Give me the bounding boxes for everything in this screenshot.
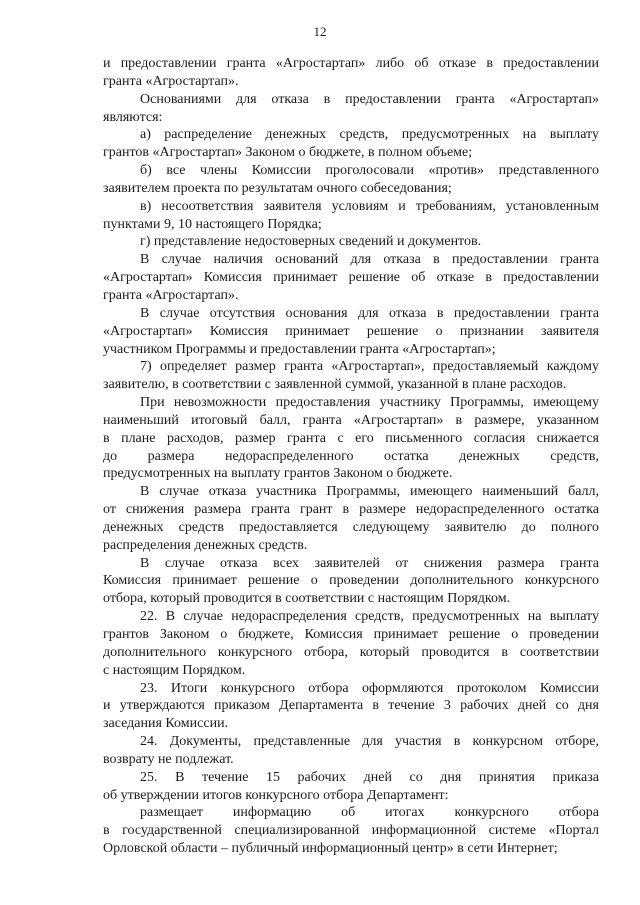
text-line: являются:	[103, 109, 163, 125]
text-line: «Агростартап» Комиссия принимает решение о признании заявителя	[103, 323, 599, 339]
text-line: заседания Комиссии.	[103, 716, 229, 732]
text-line: г) представление недостоверных сведений и документов.	[140, 234, 482, 250]
text-line: грантов Законом о бюджете, Комиссия принимает решение о проведении	[103, 627, 599, 642]
text-line: Основаниями для отказа в предоставлении гранта «Агростартап»	[140, 91, 599, 107]
text-line: В случае отказа участника Программы, имеющего наименьший балл,	[140, 484, 599, 500]
paragraph	[103, 358, 599, 394]
text-line: 22. В случае недораспределения средств, предусмотренных на выплату	[140, 609, 599, 625]
text-line: предусмотренных на выплату грантов Законом о бюджете.	[103, 466, 453, 482]
paragraph	[103, 251, 599, 305]
text-line: В случае наличия оснований для отказа в предоставлении гранта	[140, 252, 599, 268]
text-line: Комиссия принимает решение о проведении дополнительного конкурсного	[103, 573, 599, 589]
text-line: грантов «Агростартап» Законом о бюджете, в полном объеме;	[103, 145, 473, 161]
text-line: наименьший итоговый балл, гранта «Агростартап» в размере, указанном	[103, 412, 599, 428]
paragraph	[103, 394, 599, 483]
text-line: денежных средств предоставляется следующему заявителю до полного	[103, 519, 599, 535]
text-line: отбора, который проводится в соответствии с настоящим Порядком.	[103, 591, 511, 607]
paragraph	[103, 91, 599, 127]
text-line: гранта «Агростартап».	[103, 287, 239, 303]
text-line: 24. Документы, представленные для участия в конкурсном отборе,	[140, 734, 599, 750]
text-line: пунктами 9, 10 настоящего Порядка;	[103, 216, 322, 232]
text-line: 7) определяет размер гранта «Агростартап», предоставляемый каждому	[140, 359, 599, 375]
paragraph	[103, 733, 599, 769]
document-body	[103, 55, 599, 858]
text-line: размещает информацию об итогах конкурсного отбора	[140, 805, 599, 821]
page-number: 12	[313, 24, 327, 39]
text-line: дополнительного конкурсного отбора, который проводится в соответствии	[103, 644, 599, 660]
text-line: При невозможности предоставления участнику Программы, имеющему	[140, 395, 599, 411]
text-line: в плане расходов, размер гранта с его письменного согласия снижается	[103, 430, 599, 446]
text-line: до размера недораспределенного остатка денежных средств,	[103, 448, 599, 464]
paragraph	[103, 483, 599, 554]
text-line: Орловской области – публичный информационный центр» в сети Интернет;	[103, 841, 558, 857]
paragraph	[103, 804, 599, 858]
text-line: «Агростартап» Комиссия принимает решение об отказе в предоставлении	[103, 270, 599, 286]
text-line: с настоящим Порядком.	[103, 662, 246, 678]
paragraph	[103, 233, 599, 251]
text-line: б) все члены Комиссии проголосовали «против» представленного	[140, 163, 599, 179]
text-line: распределения денежных средств.	[103, 537, 308, 553]
text-line: гранта «Агростартап».	[103, 73, 239, 89]
text-line: в государственной специализированной информационной системе «Портал	[103, 823, 599, 839]
text-line: возврату не подлежат.	[103, 751, 234, 767]
text-line: и предоставлении гранта «Агростартап» либо об отказе в предоставлении	[103, 56, 599, 71]
paragraph	[103, 126, 599, 162]
text-line: В случае отсутствия основания для отказа в предоставлении гранта	[140, 305, 599, 321]
text-line: в) несоответствия заявителя условиям и требованиям, установленным	[140, 198, 599, 214]
paragraph	[103, 608, 599, 679]
text-line: В случае отказа всех заявителей от снижения размера гранта	[140, 555, 599, 571]
text-line: а) распределение денежных средств, предусмотренных на выплату	[140, 127, 599, 143]
paragraph	[103, 769, 599, 805]
text-line: участником Программы и предоставлении гранта «Агростартап»;	[103, 341, 496, 357]
text-line: и утверждаются приказом Департамента в течение 3 рабочих дней со дня	[103, 698, 599, 714]
text-line: заявителю, в соответствии с заявленной суммой, указанной в плане расходов.	[103, 377, 567, 393]
text-line: заявителем проекта по результатам очного собеседования;	[103, 180, 452, 196]
paragraph	[103, 680, 599, 734]
text-line: 25. В течение 15 рабочих дней со дня принятия приказа	[140, 769, 599, 785]
text-line: об утверждении итогов конкурсного отбора Департамент:	[103, 787, 449, 803]
text-line: от снижения размера гранта грант в размере недораспределенного остатка	[103, 502, 599, 518]
paragraph	[103, 305, 599, 359]
paragraph	[103, 198, 599, 234]
paragraph	[103, 555, 599, 609]
paragraph	[103, 55, 599, 91]
paragraph	[103, 162, 599, 198]
text-line: 23. Итоги конкурсного отбора оформляются протоколом Комиссии	[140, 680, 599, 696]
